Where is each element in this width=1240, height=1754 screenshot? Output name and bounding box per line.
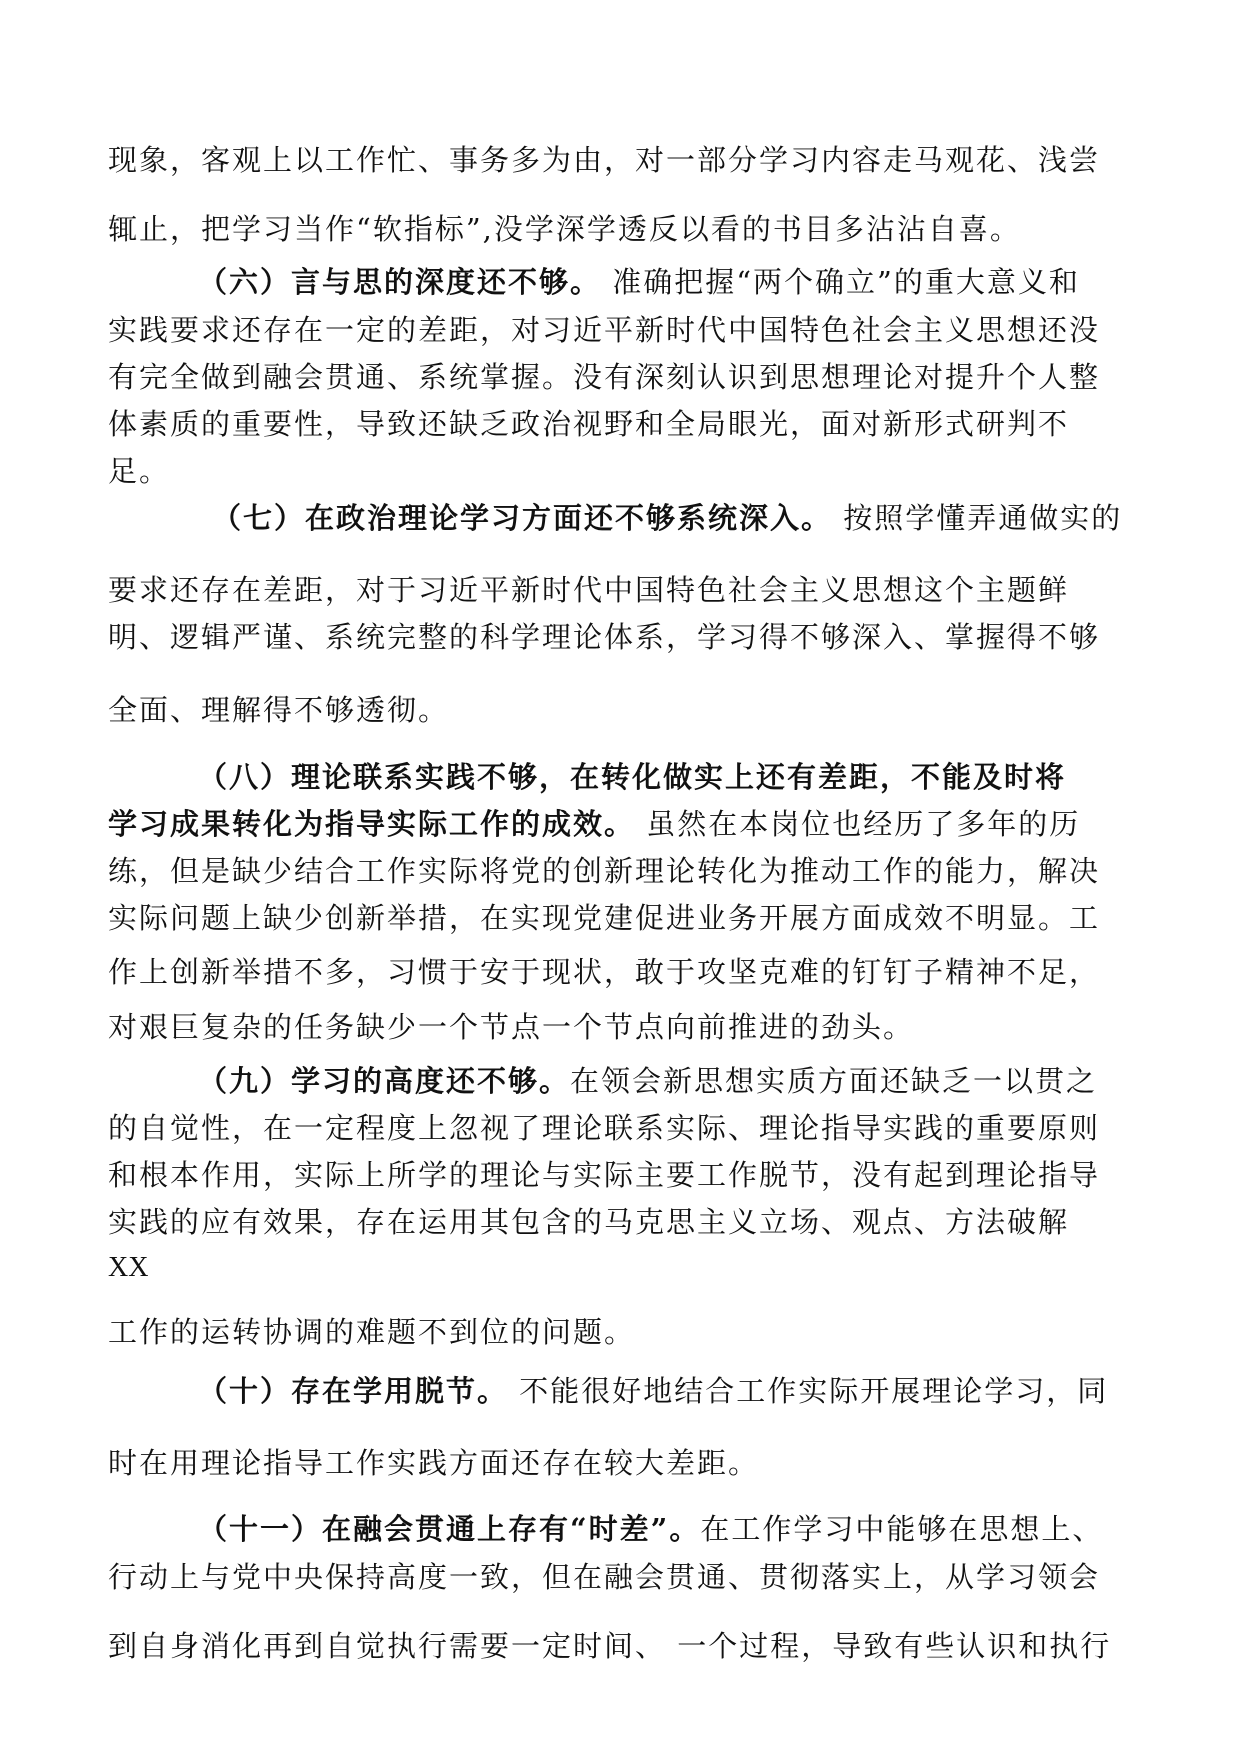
heading-label: （六）言与思的深度还不够。 — [198, 265, 602, 299]
text-line: 对艰巨复杂的任务缺少一个节点一个节点向前推进的劲头。 — [108, 1010, 915, 1044]
text-line: 要求还存在差距，对于习近平新时代中国特色社会主义思想这个主题鲜 — [108, 573, 1070, 607]
text-line: 辄止，把学习当作“软指标”,没学深学透反以看的书目多沾沾自喜。 — [108, 212, 1021, 246]
paragraph-heading-7 — [212, 498, 1122, 538]
heading-label: （十）存在学用脱节。 — [198, 1374, 509, 1408]
paragraph-heading-10 — [198, 1371, 1108, 1411]
text-line: 有完全做到融会贯通、系统掌握。没有深刻认识到思想理论对提升个人整 — [108, 360, 1101, 394]
heading-label: （七）在政治理论学习方面还不够系统深入。 — [212, 501, 833, 535]
heading-label: （十一）在融会贯通上存有“时差”。 — [198, 1512, 701, 1546]
text-line: 的自觉性，在一定程度上忽视了理论联系实际、理论指导实践的重要原则 — [108, 1111, 1101, 1145]
text-line: 现象，客观上以工作忙、事务多为由，对一部分学习内容走马观花、浅尝 — [108, 143, 1101, 177]
text-line: 练，但是缺少结合工作实际将党的创新理论转化为推动工作的能力，解决 — [108, 854, 1101, 888]
paragraph-heading-11 — [198, 1509, 1103, 1549]
heading-text: 在工作学习中能够在思想上、 — [700, 1512, 1104, 1546]
paragraph-heading-9 — [198, 1061, 1097, 1101]
heading-text: 在领会新思想实质方面还缺乏一以贯之 — [570, 1064, 1098, 1098]
text-line: 时在用理论指导工作实践方面还存在较大差距。 — [108, 1446, 760, 1480]
text-line: 实践要求还存在一定的差距，对习近平新时代中国特色社会主义思想还没 — [108, 313, 1101, 347]
heading-label: 学习成果转化为指导实际工作的成效。 — [108, 807, 636, 841]
text-line: 明、逻辑严谨、系统完整的科学理论体系，学习得不够深入、掌握得不够 — [108, 620, 1101, 654]
text-line: 工作的运转协调的难题不到位的问题。 — [108, 1315, 636, 1349]
heading-label-cont: 理论联系实践不够，在转化做实上还有差距，不能及时将 — [291, 760, 1067, 794]
text-line: 和根本作用，实际上所学的理论与实际主要工作脱节，没有起到理论指导 — [108, 1158, 1101, 1192]
placeholder-xx: XX — [108, 1252, 149, 1283]
heading-text: 虽然在本岗位也经历了多年的历 — [635, 807, 1081, 841]
heading-text: 准确把握“两个确立”的重大意义和 — [601, 265, 1080, 299]
text-line: 到自身消化再到自觉执行需要一定时间、 一个过程，导致有些认识和执行 — [108, 1629, 1112, 1663]
heading-text: 不能很好地结合工作实际开展理论学习，同 — [508, 1374, 1109, 1408]
paragraph-heading-8-cont — [108, 804, 1080, 844]
text-line: 作上创新举措不多，习惯于安于现状，敢于攻坚克难的钉钉子精神不足， — [108, 955, 1101, 989]
text-line: 全面、理解得不够透彻。 — [108, 693, 450, 727]
paragraph-heading-6 — [198, 262, 1080, 302]
text-line: 行动上与党中央保持高度一致，但在融会贯通、贯彻落实上，从学习领会 — [108, 1560, 1101, 1594]
text-line: 实际问题上缺少创新举措，在实现党建促进业务开展方面成效不明显。工 — [108, 901, 1101, 935]
paragraph-heading-8 — [198, 757, 1066, 797]
text-line: 体素质的重要性，导致还缺乏政治视野和全局眼光，面对新形式研判不 — [108, 407, 1070, 441]
heading-text: 按照学懂弄通做实的 — [832, 501, 1123, 535]
heading-label: （九）学习的高度还不够。 — [198, 1064, 571, 1098]
text-line: 足。 — [108, 454, 171, 488]
text-line: 实践的应有效果，存在运用其包含的马克思主义立场、观点、方法破解 — [108, 1205, 1070, 1239]
heading-label: （八） — [198, 760, 292, 794]
